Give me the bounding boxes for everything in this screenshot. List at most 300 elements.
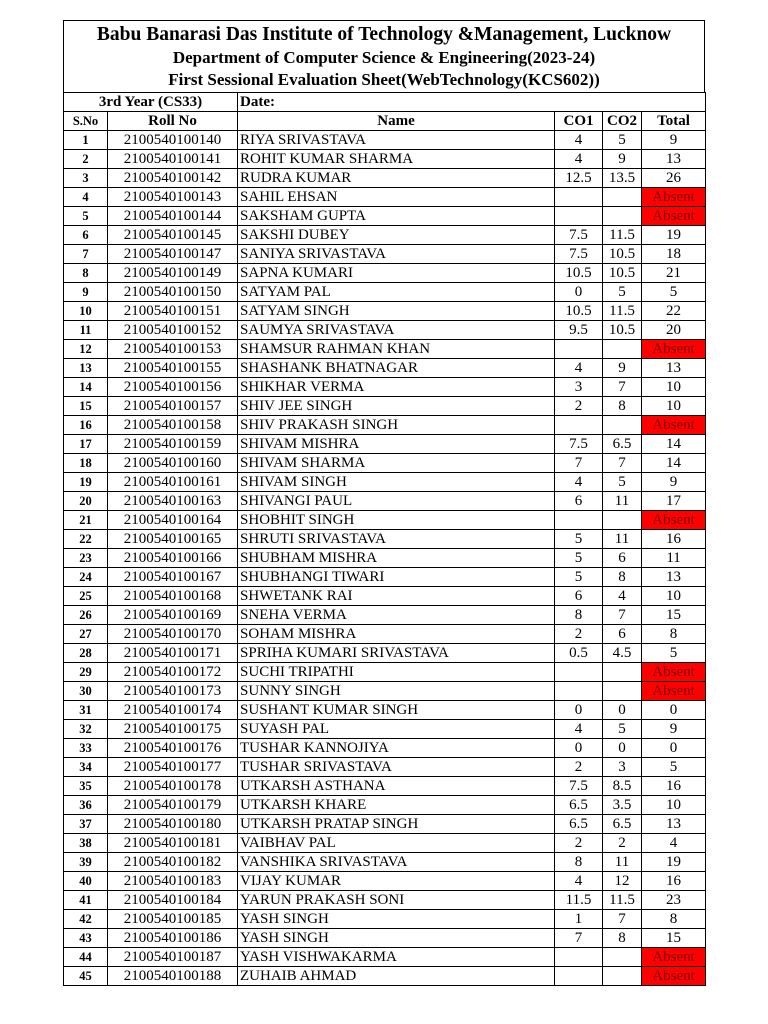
row-roll-no: 2100540100182 [108,853,238,872]
row-sno: 29 [64,663,108,682]
row-roll-no: 2100540100179 [108,796,238,815]
row-co1: 7.5 [555,245,603,264]
table-row [64,264,706,283]
row-co2: 8 [603,397,642,416]
table-row [64,625,706,644]
row-co1 [555,663,603,682]
row-name: SAHIL EHSAN [238,188,555,207]
row-co2: 6.5 [603,435,642,454]
row-co1: 2 [555,834,603,853]
row-co2: 7 [603,454,642,473]
row-name: YASH SINGH [238,929,555,948]
row-co1: 7.5 [555,435,603,454]
table-row [64,245,706,264]
table-row [64,302,706,321]
row-co1: 2 [555,397,603,416]
row-total: Absent [642,682,706,701]
row-sno: 15 [64,397,108,416]
row-sno: 26 [64,606,108,625]
row-roll-no: 2100540100155 [108,359,238,378]
table-row [64,929,706,948]
row-co2: 4.5 [603,644,642,663]
col-header-total: Total [642,112,706,131]
row-name: RUDRA KUMAR [238,169,555,188]
row-name: ZUHAIB AHMAD [238,967,555,986]
row-co1: 7 [555,929,603,948]
row-co2: 8 [603,929,642,948]
row-co2: 10.5 [603,321,642,340]
row-roll-no: 2100540100181 [108,834,238,853]
row-roll-no: 2100540100145 [108,226,238,245]
row-total: 19 [642,853,706,872]
row-roll-no: 2100540100158 [108,416,238,435]
table-row [64,720,706,739]
row-total: 8 [642,625,706,644]
table-row [64,131,706,150]
row-name: VAIBHAV PAL [238,834,555,853]
table-row [64,910,706,929]
row-name: UTKARSH KHARE [238,796,555,815]
row-sno: 23 [64,549,108,568]
row-roll-no: 2100540100174 [108,701,238,720]
row-total: 16 [642,530,706,549]
row-co2: 11.5 [603,302,642,321]
row-sno: 36 [64,796,108,815]
row-roll-no: 2100540100188 [108,967,238,986]
row-co2 [603,663,642,682]
row-total: 13 [642,568,706,587]
row-sno: 32 [64,720,108,739]
row-co1: 8 [555,853,603,872]
row-name: SHOBHIT SINGH [238,511,555,530]
row-sno: 24 [64,568,108,587]
row-co1 [555,416,603,435]
row-sno: 2 [64,150,108,169]
row-total: Absent [642,948,706,967]
row-total: 5 [642,758,706,777]
row-sno: 45 [64,967,108,986]
row-total: Absent [642,340,706,359]
table-row [64,378,706,397]
row-name: TUSHAR SRIVASTAVA [238,758,555,777]
row-co2: 8.5 [603,777,642,796]
row-co2: 6 [603,549,642,568]
row-total: 5 [642,644,706,663]
institute-title: Babu Banarasi Das Institute of Technology &Management, Lucknow [96,24,672,45]
row-co1 [555,682,603,701]
row-co2: 3 [603,758,642,777]
row-co2: 2 [603,834,642,853]
row-roll-no: 2100540100167 [108,568,238,587]
row-sno: 21 [64,511,108,530]
row-co1: 2 [555,625,603,644]
date-cell: Date: [238,93,706,112]
row-co1: 0 [555,739,603,758]
row-roll-no: 2100540100151 [108,302,238,321]
row-co1: 4 [555,720,603,739]
row-total: 0 [642,739,706,758]
row-roll-no: 2100540100173 [108,682,238,701]
table-row [64,549,706,568]
row-roll-no: 2100540100172 [108,663,238,682]
row-total: 22 [642,302,706,321]
row-roll-no: 2100540100147 [108,245,238,264]
row-co2: 4 [603,587,642,606]
row-co1: 3 [555,378,603,397]
row-total: 14 [642,454,706,473]
row-co1: 0 [555,701,603,720]
row-total: 16 [642,777,706,796]
row-co2: 8 [603,568,642,587]
row-co1: 0 [555,283,603,302]
row-co1: 4 [555,150,603,169]
table-row [64,815,706,834]
table-row [64,150,706,169]
row-co1: 4 [555,131,603,150]
row-co2: 7 [603,606,642,625]
row-co1 [555,948,603,967]
table-row [64,739,706,758]
row-name: SAKSHI DUBEY [238,226,555,245]
row-sno: 30 [64,682,108,701]
row-name: YARUN PRAKASH SONI [238,891,555,910]
row-co2: 5 [603,473,642,492]
table-row [64,948,706,967]
table-row [64,397,706,416]
row-co1: 1 [555,910,603,929]
evaluation-sheet [63,20,705,986]
table-row [64,340,706,359]
row-sno: 31 [64,701,108,720]
row-co2: 5 [603,283,642,302]
row-co2: 11.5 [603,891,642,910]
marks-table [63,92,706,986]
row-co2: 6.5 [603,815,642,834]
row-name: SUYASH PAL [238,720,555,739]
row-roll-no: 2100540100170 [108,625,238,644]
row-co1: 4 [555,359,603,378]
meta-row [64,93,706,112]
table-row [64,758,706,777]
row-sno: 37 [64,815,108,834]
row-total: Absent [642,663,706,682]
row-total: 13 [642,359,706,378]
row-total: 4 [642,834,706,853]
row-sno: 17 [64,435,108,454]
row-sno: 7 [64,245,108,264]
row-roll-no: 2100540100157 [108,397,238,416]
row-total: 10 [642,378,706,397]
row-total: 23 [642,891,706,910]
row-sno: 16 [64,416,108,435]
row-sno: 3 [64,169,108,188]
row-total: 11 [642,549,706,568]
row-co2: 6 [603,625,642,644]
row-name: SHIVAM MISHRA [238,435,555,454]
row-co2 [603,948,642,967]
row-co2: 11.5 [603,226,642,245]
row-co2: 11 [603,530,642,549]
row-roll-no: 2100540100168 [108,587,238,606]
row-roll-no: 2100540100187 [108,948,238,967]
row-sno: 42 [64,910,108,929]
table-row [64,701,706,720]
row-co2 [603,188,642,207]
row-name: UTKARSH PRATAP SINGH [238,815,555,834]
row-name: SANIYA SRIVASTAVA [238,245,555,264]
row-co2: 10.5 [603,245,642,264]
row-co1: 5 [555,530,603,549]
row-total: 15 [642,929,706,948]
row-co1 [555,511,603,530]
row-total: 9 [642,720,706,739]
sheet-title: First Sessional Evaluation Sheet(WebTechnology(KCS602)) [168,70,600,89]
row-roll-no: 2100540100175 [108,720,238,739]
row-name: SAUMYA SRIVASTAVA [238,321,555,340]
row-sno: 35 [64,777,108,796]
row-total: 17 [642,492,706,511]
row-sno: 28 [64,644,108,663]
row-roll-no: 2100540100143 [108,188,238,207]
row-sno: 34 [64,758,108,777]
row-co1: 9.5 [555,321,603,340]
row-co1: 6.5 [555,796,603,815]
table-row [64,891,706,910]
row-co1: 4 [555,872,603,891]
row-name: SATYAM SINGH [238,302,555,321]
table-row [64,530,706,549]
row-co2: 3.5 [603,796,642,815]
row-name: YASH VISHWAKARMA [238,948,555,967]
table-row [64,492,706,511]
row-co1: 5 [555,549,603,568]
row-roll-no: 2100540100164 [108,511,238,530]
row-sno: 38 [64,834,108,853]
table-row [64,169,706,188]
table-row [64,606,706,625]
row-co1: 7 [555,454,603,473]
row-sno: 41 [64,891,108,910]
row-total: 18 [642,245,706,264]
row-co2: 5 [603,720,642,739]
row-roll-no: 2100540100185 [108,910,238,929]
row-total: 13 [642,815,706,834]
row-total: Absent [642,207,706,226]
row-sno: 11 [64,321,108,340]
row-total: 10 [642,587,706,606]
row-roll-no: 2100540100160 [108,454,238,473]
row-name: SHWETANK RAI [238,587,555,606]
row-co2: 11 [603,853,642,872]
table-row [64,435,706,454]
col-header-sno: S.No [64,112,108,131]
year-cell: 3rd Year (CS33) [64,93,238,112]
row-sno: 22 [64,530,108,549]
row-roll-no: 2100540100186 [108,929,238,948]
row-name: SHIV JEE SINGH [238,397,555,416]
row-name: SHIVAM SINGH [238,473,555,492]
row-sno: 19 [64,473,108,492]
row-co2: 9 [603,359,642,378]
row-roll-no: 2100540100169 [108,606,238,625]
table-row [64,226,706,245]
table-row [64,682,706,701]
row-roll-no: 2100540100184 [108,891,238,910]
row-name: SAPNA KUMARI [238,264,555,283]
row-co1 [555,967,603,986]
row-total: 9 [642,131,706,150]
table-row [64,416,706,435]
row-co1: 12.5 [555,169,603,188]
row-co1: 11.5 [555,891,603,910]
department-title: Department of Computer Science & Engineering(2023-24) [172,48,596,67]
table-row [64,568,706,587]
row-co2: 7 [603,910,642,929]
row-total: 16 [642,872,706,891]
row-roll-no: 2100540100153 [108,340,238,359]
row-total: Absent [642,511,706,530]
row-total: 20 [642,321,706,340]
row-roll-no: 2100540100171 [108,644,238,663]
row-total: Absent [642,188,706,207]
row-total: 13 [642,150,706,169]
row-co1 [555,188,603,207]
row-sno: 25 [64,587,108,606]
table-row [64,853,706,872]
row-name: SHIV PRAKASH SINGH [238,416,555,435]
row-name: RIYA SRIVASTAVA [238,131,555,150]
table-row [64,777,706,796]
row-name: SHAMSUR RAHMAN KHAN [238,340,555,359]
table-row [64,454,706,473]
table-row [64,511,706,530]
row-name: VIJAY KUMAR [238,872,555,891]
row-name: SHIKHAR VERMA [238,378,555,397]
row-roll-no: 2100540100152 [108,321,238,340]
row-roll-no: 2100540100141 [108,150,238,169]
row-total: 10 [642,397,706,416]
row-co1: 2 [555,758,603,777]
table-row [64,663,706,682]
row-roll-no: 2100540100183 [108,872,238,891]
row-name: SHIVANGI PAUL [238,492,555,511]
row-co2: 12 [603,872,642,891]
row-co2: 13.5 [603,169,642,188]
row-total: 0 [642,701,706,720]
row-name: VANSHIKA SRIVASTAVA [238,853,555,872]
row-name: SUCHI TRIPATHI [238,663,555,682]
row-co1: 10.5 [555,264,603,283]
row-co2: 0 [603,701,642,720]
row-sno: 33 [64,739,108,758]
row-name: ROHIT KUMAR SHARMA [238,150,555,169]
row-sno: 44 [64,948,108,967]
row-roll-no: 2100540100180 [108,815,238,834]
row-name: SHUBHAM MISHRA [238,549,555,568]
table-row [64,207,706,226]
row-roll-no: 2100540100163 [108,492,238,511]
row-name: SHASHANK BHATNAGAR [238,359,555,378]
row-name: YASH SINGH [238,910,555,929]
row-name: SAKSHAM GUPTA [238,207,555,226]
row-roll-no: 2100540100177 [108,758,238,777]
row-name: TUSHAR KANNOJIYA [238,739,555,758]
table-row [64,587,706,606]
row-co1 [555,340,603,359]
table-row [64,644,706,663]
row-co2 [603,340,642,359]
row-roll-no: 2100540100159 [108,435,238,454]
table-row [64,967,706,986]
table-row [64,283,706,302]
row-total: 21 [642,264,706,283]
row-sno: 39 [64,853,108,872]
row-co2 [603,967,642,986]
row-name: SHUBHANGI TIWARI [238,568,555,587]
row-co2 [603,416,642,435]
row-roll-no: 2100540100144 [108,207,238,226]
row-co2 [603,682,642,701]
row-co1: 8 [555,606,603,625]
col-header-co2: CO2 [603,112,642,131]
row-sno: 8 [64,264,108,283]
table-row [64,473,706,492]
row-name: SUSHANT KUMAR SINGH [238,701,555,720]
row-roll-no: 2100540100165 [108,530,238,549]
row-name: SUNNY SINGH [238,682,555,701]
sheet-header [63,20,705,92]
row-co1: 10.5 [555,302,603,321]
row-co1: 5 [555,568,603,587]
row-name: SATYAM PAL [238,283,555,302]
row-roll-no: 2100540100161 [108,473,238,492]
row-co2 [603,207,642,226]
row-total: 26 [642,169,706,188]
row-roll-no: 2100540100178 [108,777,238,796]
col-header-name: Name [238,112,555,131]
col-header-co1: CO1 [555,112,603,131]
row-roll-no: 2100540100156 [108,378,238,397]
row-roll-no: 2100540100140 [108,131,238,150]
row-co2: 11 [603,492,642,511]
row-roll-no: 2100540100166 [108,549,238,568]
row-name: SHRUTI SRIVASTAVA [238,530,555,549]
row-sno: 5 [64,207,108,226]
row-name: SNEHA VERMA [238,606,555,625]
row-sno: 43 [64,929,108,948]
row-sno: 1 [64,131,108,150]
row-sno: 10 [64,302,108,321]
row-sno: 40 [64,872,108,891]
row-total: 10 [642,796,706,815]
row-roll-no: 2100540100176 [108,739,238,758]
table-row [64,796,706,815]
row-co1: 6 [555,587,603,606]
row-co2: 9 [603,150,642,169]
row-co1 [555,207,603,226]
row-sno: 20 [64,492,108,511]
row-name: SPRIHA KUMARI SRIVASTAVA [238,644,555,663]
row-co2: 7 [603,378,642,397]
row-sno: 18 [64,454,108,473]
row-total: 15 [642,606,706,625]
row-co1: 7.5 [555,226,603,245]
table-row [64,834,706,853]
row-total: Absent [642,416,706,435]
row-total: 14 [642,435,706,454]
row-co1: 6.5 [555,815,603,834]
row-name: UTKARSH ASTHANA [238,777,555,796]
